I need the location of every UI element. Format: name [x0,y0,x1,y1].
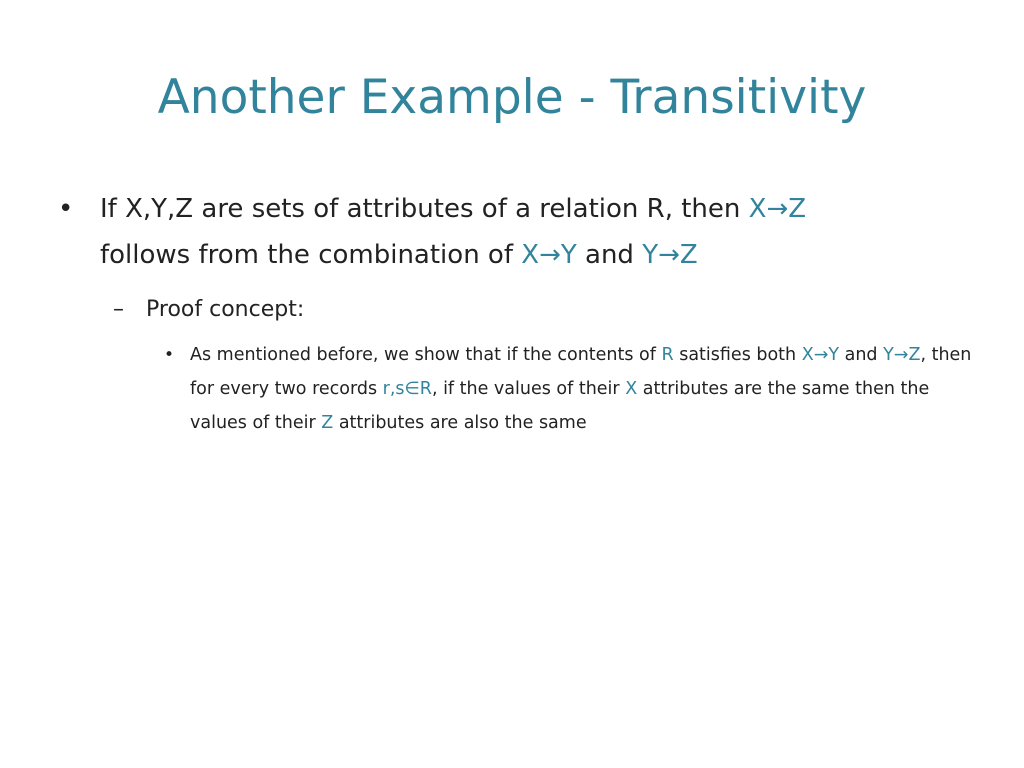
bullet-text-part: and [576,240,643,270]
detail-text-part: , then for every two records [190,345,972,399]
detail-text-part: attributes are the same then the values of their [190,379,930,433]
bullet-text-part: If X,Y,Z are sets of attributes of a relation R, then [100,194,749,224]
sub-bullet-proof-concept: Proof concept: [146,297,305,322]
slide-title: Another Example - Transitivity [157,70,867,125]
fd-x-to-y: X→Y [521,240,577,270]
sub-bullet-marker: – [113,297,124,322]
subsub-bullet-marker: • [164,345,175,365]
detail-text-part: and [839,345,884,365]
fd-y-to-z: Y→Z [642,240,698,270]
detail-text-part: As mentioned before, we show that if the contents of [190,345,662,365]
attribute-z: Z [321,413,334,433]
records-in-r: r,s∈R [382,379,432,399]
fd-x-to-y: X→Y [801,345,840,365]
fd-x-to-z: X→Z [748,194,807,224]
bullet-marker: • [58,194,74,224]
detail-text-part: attributes are also the same [333,413,587,433]
relation-r: R [661,345,674,365]
attribute-x: X [625,379,638,399]
detail-text-part: satisfies both [673,345,802,365]
bullet-text-part: follows from the combination of [100,240,522,270]
subsub-bullet-proof-detail [190,338,990,440]
detail-text-part: , if the values of their [431,379,626,399]
fd-y-to-z: Y→Z [883,345,921,365]
bullet-transitivity-statement [100,186,980,278]
